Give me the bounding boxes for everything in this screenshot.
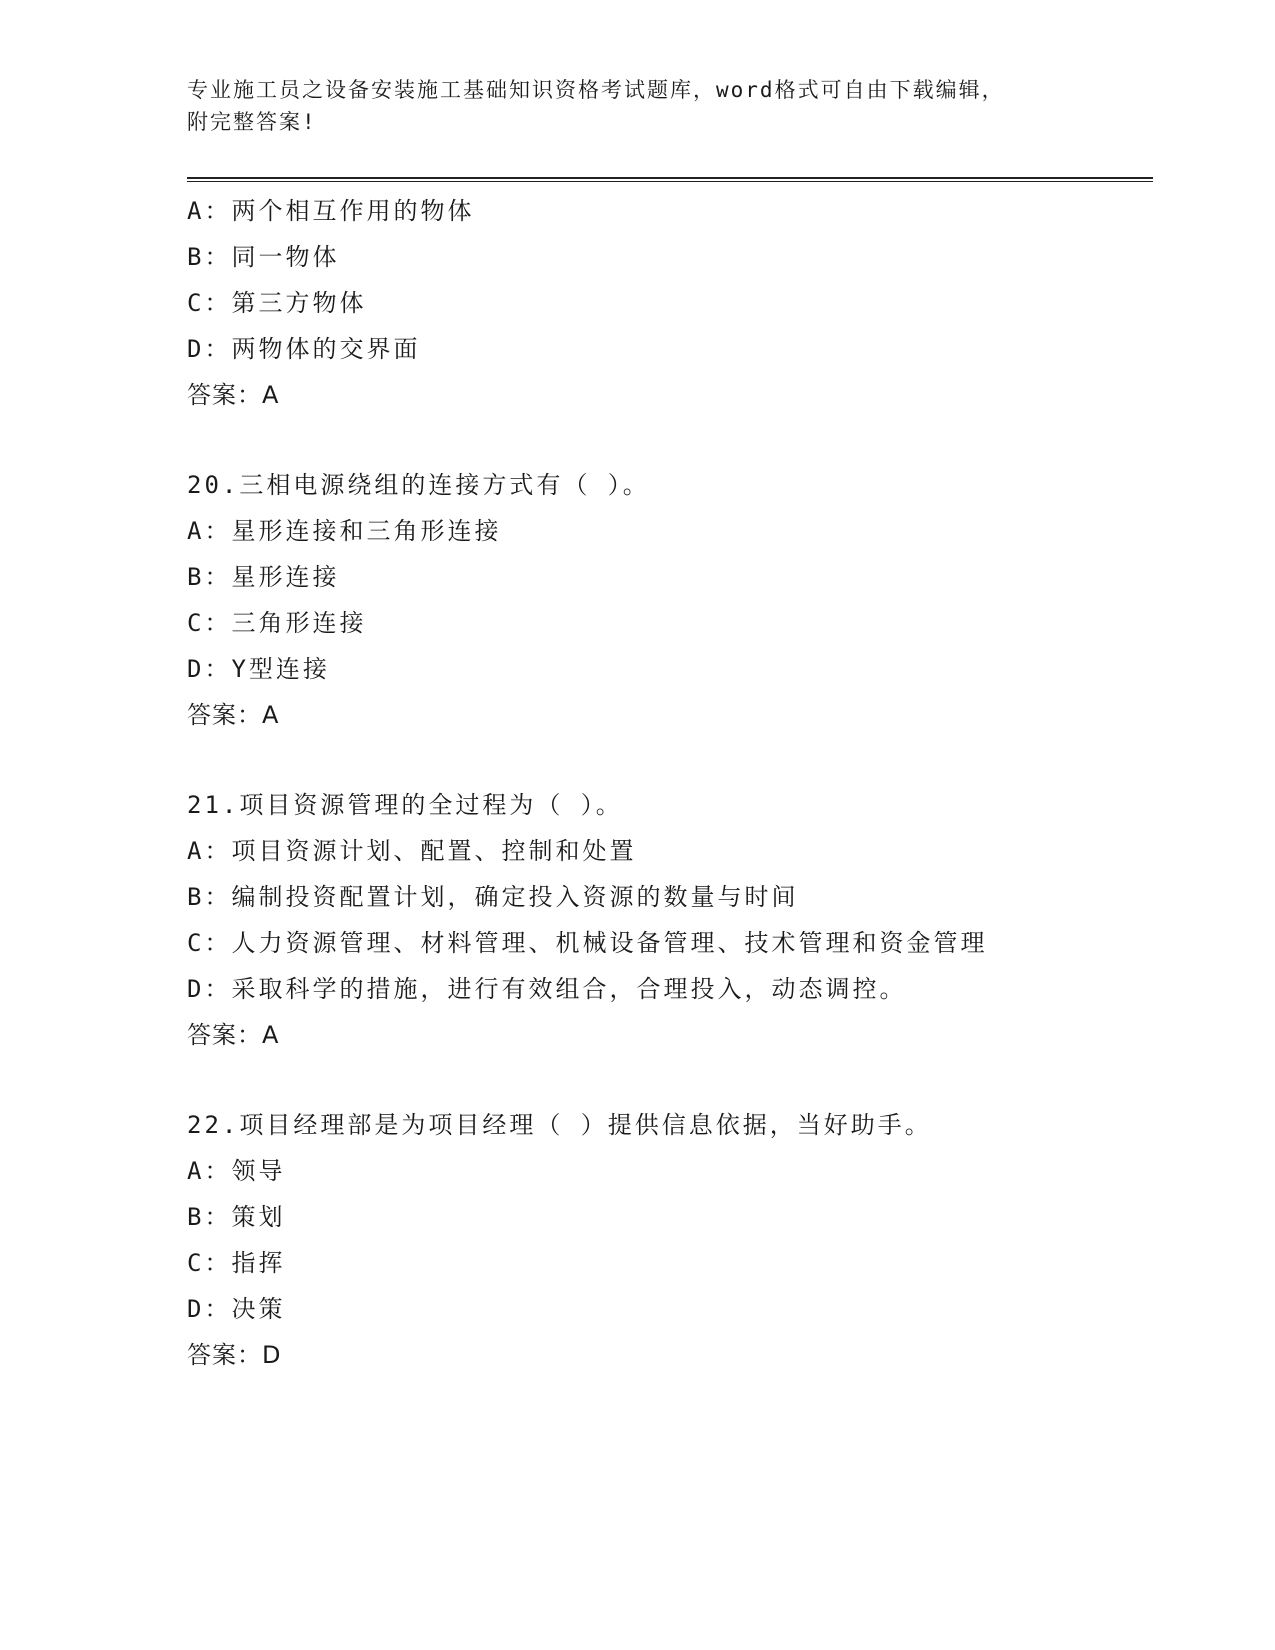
option-a: A：项目资源计划、配置、控制和处置 — [187, 837, 637, 865]
document-header — [187, 74, 1067, 138]
answer-line: 答案：D — [187, 1341, 282, 1369]
question-block — [187, 782, 1153, 1058]
answer-line: 答案：A — [187, 381, 280, 409]
option-d: D：决策 — [187, 1295, 286, 1323]
option-b: B：星形连接 — [187, 563, 340, 591]
question-stem: 21.项目资源管理的全过程为（ ）。 — [187, 791, 623, 819]
answer-line: 答案：A — [187, 1021, 280, 1049]
option-c: C：第三方物体 — [187, 289, 367, 317]
question-block — [187, 188, 1153, 418]
option-d: D：两物体的交界面 — [187, 335, 421, 363]
option-a: A：星形连接和三角形连接 — [187, 517, 502, 545]
header-divider — [187, 177, 1153, 182]
question-list — [187, 188, 1153, 1378]
question-stem: 22.项目经理部是为项目经理（ ）提供信息依据，当好助手。 — [187, 1111, 932, 1139]
option-b: B：编制投资配置计划，确定投入资源的数量与时间 — [187, 883, 799, 911]
question-stem: 20.三相电源绕组的连接方式有（ ）。 — [187, 471, 650, 499]
option-a: A：两个相互作用的物体 — [187, 197, 475, 225]
option-c: C：指挥 — [187, 1249, 286, 1277]
answer-line: 答案：A — [187, 701, 280, 729]
option-a: A：领导 — [187, 1157, 286, 1185]
option-d: D：Y型连接 — [187, 655, 330, 683]
header-line-2: 附完整答案! — [187, 110, 317, 134]
option-b: B：策划 — [187, 1203, 286, 1231]
option-c: C：人力资源管理、材料管理、机械设备管理、技术管理和资金管理 — [187, 929, 988, 957]
option-d: D：采取科学的措施，进行有效组合，合理投入，动态调控。 — [187, 975, 907, 1003]
question-block — [187, 1102, 1153, 1378]
question-block — [187, 462, 1153, 738]
option-b: B：同一物体 — [187, 243, 340, 271]
option-c: C：三角形连接 — [187, 609, 367, 637]
header-line-1: 专业施工员之设备安装施工基础知识资格考试题库，word格式可自由下载编辑， — [187, 78, 1005, 102]
